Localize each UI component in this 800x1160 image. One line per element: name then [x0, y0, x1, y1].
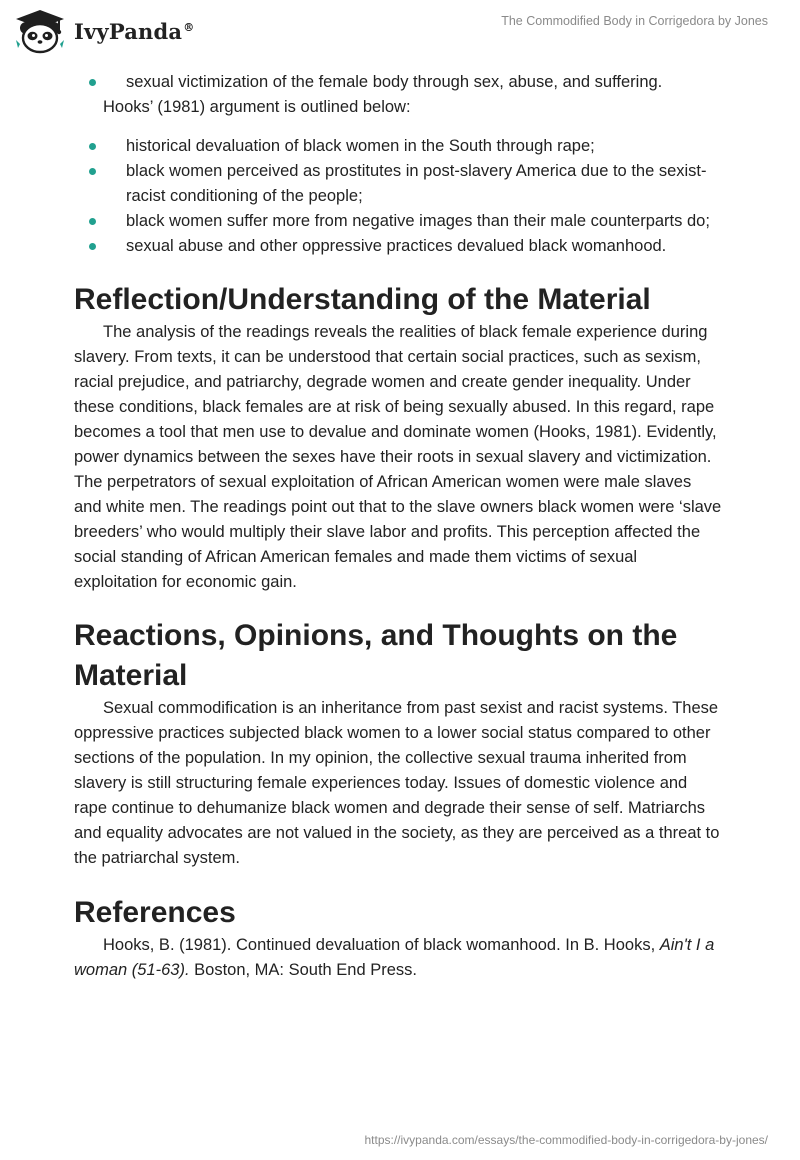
panda-graduate-icon [14, 8, 66, 54]
list-item: black women suffer more from negative images than their male counterparts do; [74, 209, 722, 234]
bullet-icon [89, 79, 96, 86]
brand-logo[interactable] [14, 8, 194, 54]
section-heading-reactions: Reactions, Opinions, and Thoughts on the Material [74, 619, 678, 692]
page-header [0, 0, 800, 66]
reflection-paragraph: The analysis of the readings reveals the realities of black female experience during slavery. From texts, it can be understood that certain social practices, such as sexism, racial prejudice, and patriarchy, degrade women and create gender inequality. Under these conditions, black females are at risk of being sexually abused. In this regard, rape becomes a tool that men use to devalue and dominate women (Hooks, 1981). Evidently, power dynamics between the sexes have their roots in sexual slavery and victimization. The perpetrators of sexual exploitation of African American women were male slaves and white men. The readings point out that to the slave owners black women were ‘slave breeders’ who would multiply their slave labor and profits. This perception affected the social standing of African American females and made them victims of sexual exploitation for economic gain. [74, 323, 722, 591]
essay-content [74, 70, 722, 983]
document-title: The Commodified Body in Corrigedora by Jones [501, 14, 768, 28]
list-item: historical devaluation of black women in the South through rape; [74, 134, 722, 159]
bullet-list-hooks [74, 134, 722, 259]
list-item: sexual abuse and other oppressive practices devalued black womanhood. [74, 234, 722, 259]
footer-source-url[interactable]: https://ivypanda.com/essays/the-commodified-body-in-corrigedora-by-jones/ [364, 1133, 768, 1147]
bullet-icon [89, 143, 96, 150]
brand-name: IvyPanda® [74, 18, 195, 44]
hooks-intro: Hooks’ (1981) argument is outlined below: [103, 98, 411, 116]
reference-entry: Hooks, B. (1981). Continued devaluation of black womanhood. In B. Hooks, Ain't I a woman (51-63). Boston, MA: South End Press. [74, 936, 715, 979]
reactions-paragraph: Sexual commodification is an inheritance from past sexist and racist systems. These oppressive practices subjected black women to a lower social status compared to other sections of the population. In my opinion, the collective sexual trauma inherited from slavery is still structuring female experiences today. Issues of domestic violence and rape continue to dehumanize black women and degrade their sense of self. Matriarchs and equality advocates are not valued in the society, as they are perceived as a threat to the patriarchal system. [74, 699, 720, 867]
reference-book-title: Ain't I a woman (51-63). [74, 936, 715, 979]
bullet-icon [89, 218, 96, 225]
bullet-icon [89, 243, 96, 250]
list-item: sexual victimization of the female body through sex, abuse, and suffering. [74, 70, 722, 95]
bullet-icon [89, 168, 96, 175]
bullet-list-victimization [74, 70, 722, 95]
section-heading-reflection: Reflection/Understanding of the Material [74, 283, 651, 316]
section-heading-references: References [74, 896, 236, 929]
list-item: black women perceived as prostitutes in post-slavery America due to the sexist-racist conditioning of the people; [74, 159, 722, 209]
